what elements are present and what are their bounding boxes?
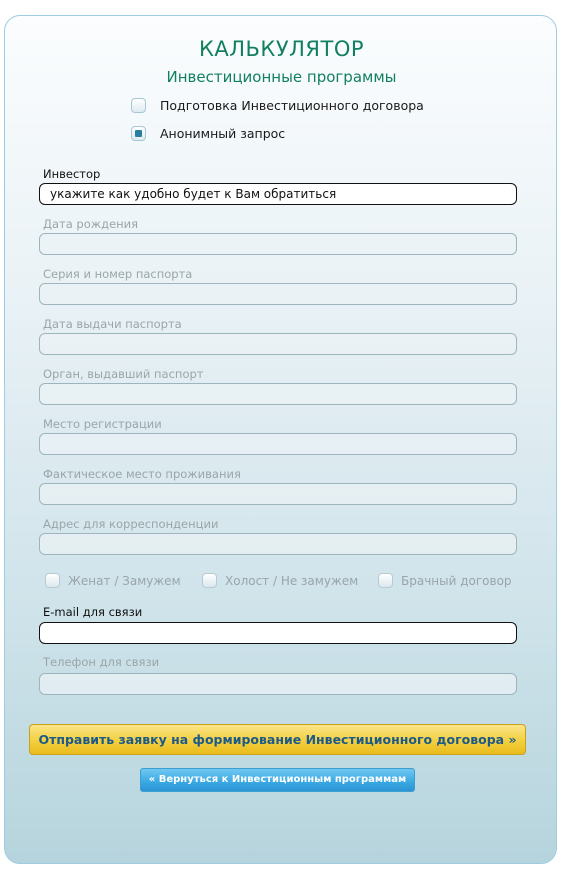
- option-prepare-contract[interactable]: [131, 98, 424, 113]
- passport-number-input[interactable]: [39, 283, 517, 305]
- birth-date-input[interactable]: [39, 233, 517, 255]
- submit-request-button[interactable]: Отправить заявку на формирование Инвестиционного договора »: [29, 724, 526, 755]
- option-anonymous-request[interactable]: [131, 126, 285, 141]
- option-prepare-contract-label: Подготовка Инвестиционного договора: [160, 98, 424, 113]
- passport-issuer-label: Орган, выдавший паспорт: [43, 367, 204, 381]
- checkbox-prepare-contract[interactable]: [131, 98, 146, 113]
- investor-label: Инвестор: [43, 167, 101, 181]
- back-to-programs-button[interactable]: « Вернуться к Инвестиционным программам: [140, 768, 415, 792]
- investor-input[interactable]: укажите как удобно будет к Вам обратиться: [39, 183, 517, 205]
- registration-label: Место регистрации: [43, 417, 162, 431]
- passport-date-input[interactable]: [39, 333, 517, 355]
- page-subtitle: Инвестиционные программы: [166, 68, 397, 86]
- phone-label: Телефон для связи: [43, 655, 160, 669]
- checkbox-anonymous-request[interactable]: [131, 126, 146, 141]
- marital-single-label: Холост / Не замужем: [225, 573, 359, 588]
- phone-input[interactable]: [39, 673, 517, 695]
- residence-input[interactable]: [39, 483, 517, 505]
- marital-married-label: Женат / Замужем: [68, 573, 181, 588]
- email-input[interactable]: [39, 622, 517, 644]
- checkbox-marriage-contract[interactable]: [378, 573, 393, 588]
- checkbox-single[interactable]: [202, 573, 217, 588]
- residence-label: Фактическое место проживания: [43, 467, 241, 481]
- marital-contract-label: Брачный договор: [401, 573, 512, 588]
- email-label: E-mail для связи: [43, 605, 143, 619]
- option-anonymous-request-label: Анонимный запрос: [160, 126, 286, 141]
- passport-issuer-input[interactable]: [39, 383, 517, 405]
- marital-contract-option[interactable]: [378, 573, 512, 588]
- marital-married-option[interactable]: [45, 573, 181, 588]
- checkbox-married[interactable]: [45, 573, 60, 588]
- passport-number-label: Серия и номер паспорта: [43, 267, 193, 281]
- marital-single-option[interactable]: [202, 573, 358, 588]
- mail-address-input[interactable]: [39, 533, 517, 555]
- mail-address-label: Адрес для корреспонденции: [43, 517, 219, 531]
- page-title: КАЛЬКУЛЯТОР: [198, 37, 365, 61]
- passport-date-label: Дата выдачи паспорта: [43, 317, 182, 331]
- registration-input[interactable]: [39, 433, 517, 455]
- birth-date-label: Дата рождения: [43, 217, 139, 231]
